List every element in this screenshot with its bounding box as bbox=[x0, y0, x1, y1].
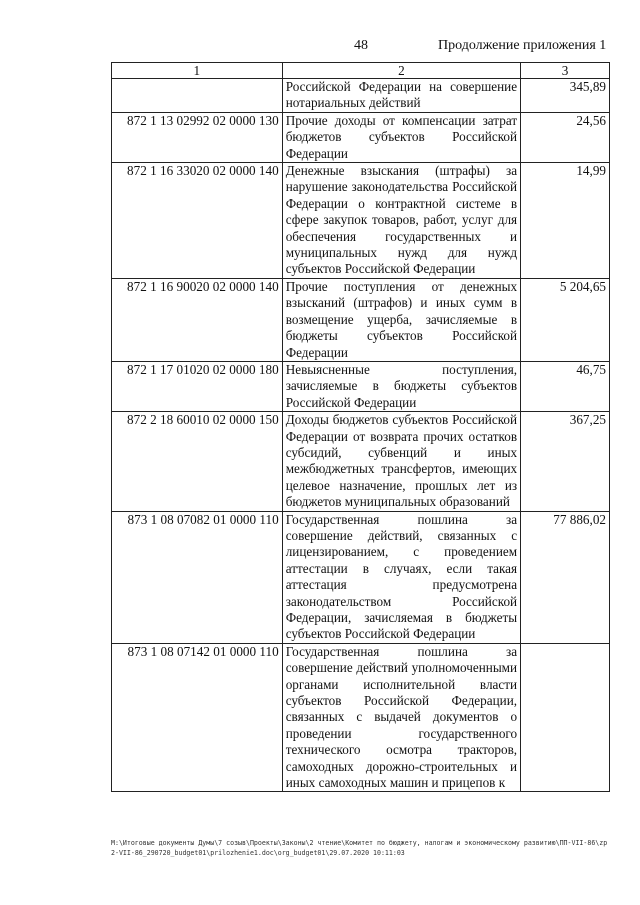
table-row bbox=[112, 361, 610, 411]
row-code: 872 1 16 33020 02 0000 140 bbox=[112, 163, 283, 279]
row-description: Государственная пошлина за совершение действий уполномоченными органами исполнительной власти субъектов Российской Федерации, связанных с выдачей документов о проведении государственного технического осмотра тракторов, самоходных дорожно-строительных и иных самоходных машин и прицепов к bbox=[282, 643, 520, 792]
table-row bbox=[112, 278, 610, 361]
row-description: Невыясненные поступления, зачисляемые в бюджеты субъектов Российской Федерации bbox=[282, 361, 520, 411]
table-row bbox=[112, 412, 610, 511]
row-code: 872 2 18 60010 02 0000 150 bbox=[112, 412, 283, 511]
row-description: Денежные взыскания (штрафы) за нарушение законодательства Российской Федерации о контрактной системе в сфере закупок товаров, работ, услуг для обеспечения государственных и муниципальных нужд для нужд субъектов Российской Федерации bbox=[282, 163, 520, 279]
table-row bbox=[112, 79, 610, 113]
row-code bbox=[112, 79, 283, 113]
row-amount: 24,56 bbox=[521, 112, 610, 162]
column-header-code: 1 bbox=[112, 63, 283, 79]
table-row bbox=[112, 112, 610, 162]
table-header-row bbox=[112, 63, 610, 79]
continuation-label: Продолжение приложения 1 bbox=[438, 38, 607, 53]
row-description: Прочие поступления от денежных взысканий (штрафов) и иных сумм в возмещение ущерба, зачисляемые в бюджеты субъектов Российской Федерации bbox=[282, 278, 520, 361]
revenue-table bbox=[111, 62, 610, 792]
table-row bbox=[112, 511, 610, 643]
row-code: 872 1 13 02992 02 0000 130 bbox=[112, 112, 283, 162]
row-amount: 14,99 bbox=[521, 163, 610, 279]
table-row bbox=[112, 643, 610, 792]
row-code: 873 1 08 07082 01 0000 110 bbox=[112, 511, 283, 643]
row-description: Российской Федерации на совершение нотариальных действий bbox=[282, 79, 520, 113]
row-amount: 367,25 bbox=[521, 412, 610, 511]
row-amount: 5 204,65 bbox=[521, 278, 610, 361]
row-amount: 46,75 bbox=[521, 361, 610, 411]
row-code: 873 1 08 07142 01 0000 110 bbox=[112, 643, 283, 792]
row-description: Государственная пошлина за совершение действий, связанных с лицензированием, с проведением аттестации в случаях, если такая аттестация предусмотрена законодательством Российской Федерации, зачисляемая в бюджеты субъектов Российской Федерации bbox=[282, 511, 520, 643]
row-amount: 77 886,02 bbox=[521, 511, 610, 643]
row-code: 872 1 16 90020 02 0000 140 bbox=[112, 278, 283, 361]
column-header-amount: 3 bbox=[521, 63, 610, 79]
footer-file-path: M:\Итоговые документы Думы\7 созыв\Проекты\Законы\2 чтение\Комитет по бюджету, налогам и экономическому развитию\ПП-VII-86\zp2-VII-86_290720_budget01\prilozhenie1.doc\org_budget01\29.07.2020 10:11:03 bbox=[111, 839, 608, 857]
row-amount: 345,89 bbox=[521, 79, 610, 113]
row-description: Доходы бюджетов субъектов Российской Федерации от возврата прочих остатков субсидий, субвенций и иных межбюджетных трансфертов, имеющих целевое назначение, прошлых лет из бюджетов муниципальных образований bbox=[282, 412, 520, 511]
column-header-description: 2 bbox=[282, 63, 520, 79]
row-amount bbox=[521, 643, 610, 792]
row-description: Прочие доходы от компенсации затрат бюджетов субъектов Российской Федерации bbox=[282, 112, 520, 162]
row-code: 872 1 17 01020 02 0000 180 bbox=[112, 361, 283, 411]
page-number: 48 bbox=[354, 38, 368, 53]
table-row bbox=[112, 163, 610, 279]
